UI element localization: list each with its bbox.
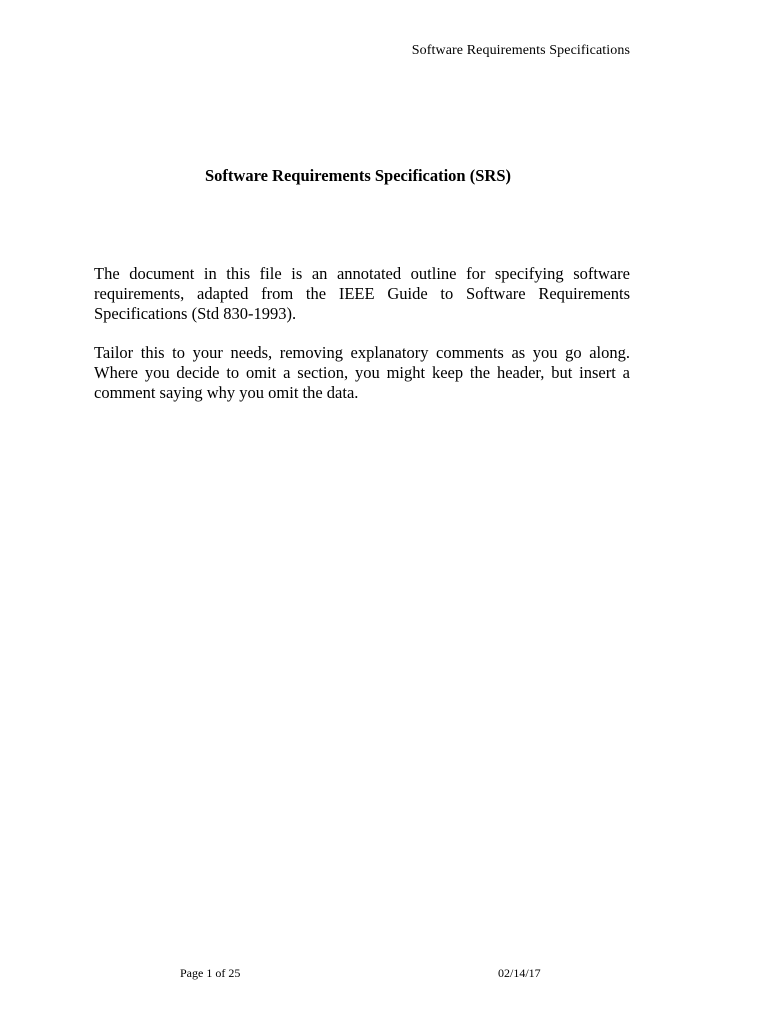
document-title-text: Software Requirements Specification (SRS) xyxy=(205,166,511,185)
document-title xyxy=(0,166,768,186)
instructions-paragraph: Tailor this to your needs, removing explanatory comments as you go along. Where you decide to omit a section, you might keep the header, but insert a comment saying why you omit the data. xyxy=(94,343,639,402)
footer-date: 02/14/17 xyxy=(498,966,541,980)
intro-paragraph: The document in this file is an annotated outline for specifying software requirements, adapted from the IEEE Guide to Software Requirements Specifications (Std 830-1993). xyxy=(94,264,635,323)
footer-page-number: Page 1 of 25 xyxy=(180,966,241,980)
running-header: Software Requirements Specifications xyxy=(411,43,630,58)
